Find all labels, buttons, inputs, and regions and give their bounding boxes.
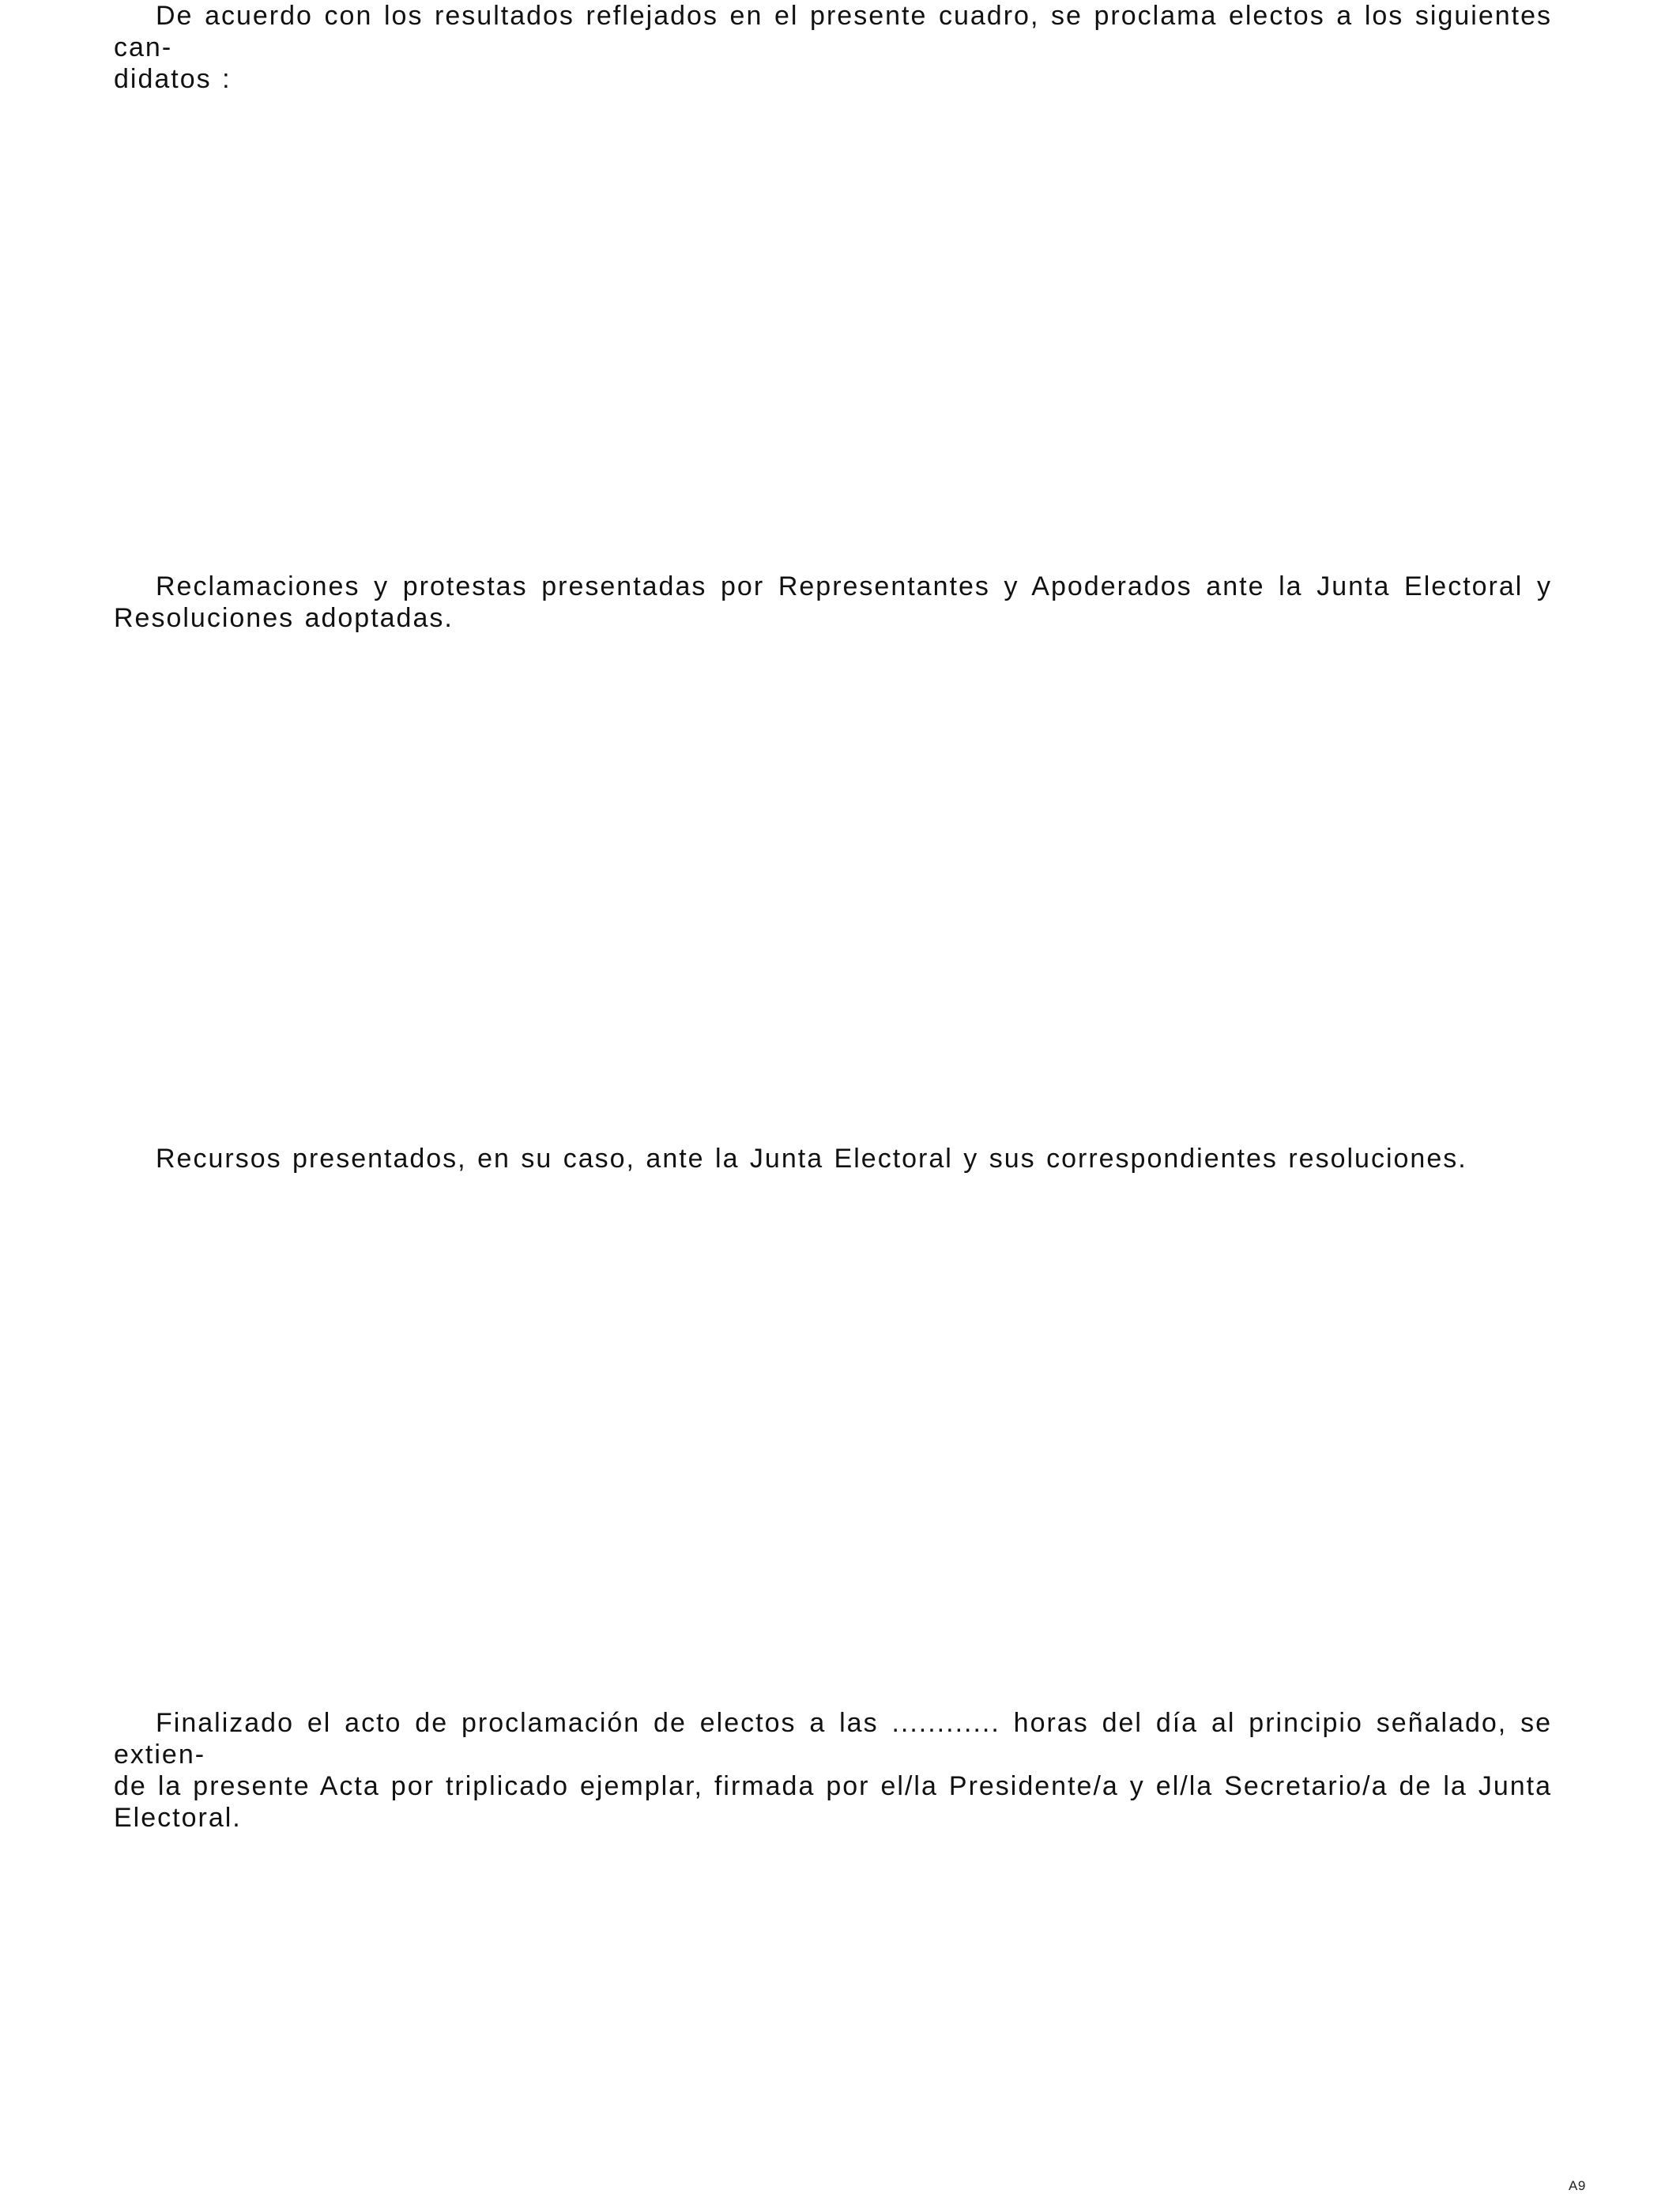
paragraph-line: De acuerdo con los resultados reflejados en el presente cuadro, se proclama electos a los siguientes can- [114,1,1552,62]
paragraph-line: Finalizado el acto de proclamación de electos a las ............ horas del día al principio señalado, se extien- [114,1708,1552,1770]
page-number: A9 [1569,2178,1586,2193]
paragraph-line: de la presente Acta por triplicado ejemplar, firmada por el/la Presidente/a y el/la Secretario/a de la Junta [114,1771,1552,1801]
paragraph-proclamation [114,0,1552,95]
paragraph-finalizado [114,1707,1552,1834]
paragraph-line: Electoral. [114,1803,242,1833]
paragraph-line: Reclamaciones y protestas presentadas por Representantes y Apoderados ante la Junta Electoral y [156,571,1552,601]
paragraph-line: Resoluciones adoptadas. [114,603,454,633]
paragraph-line: didatos : [114,64,232,94]
paragraph-recursos [114,1143,1552,1174]
paragraph-reclamaciones [114,571,1552,634]
paragraph-line: Recursos presentados, en su caso, ante la Junta Electoral y sus correspondientes resoluciones. [156,1144,1467,1174]
